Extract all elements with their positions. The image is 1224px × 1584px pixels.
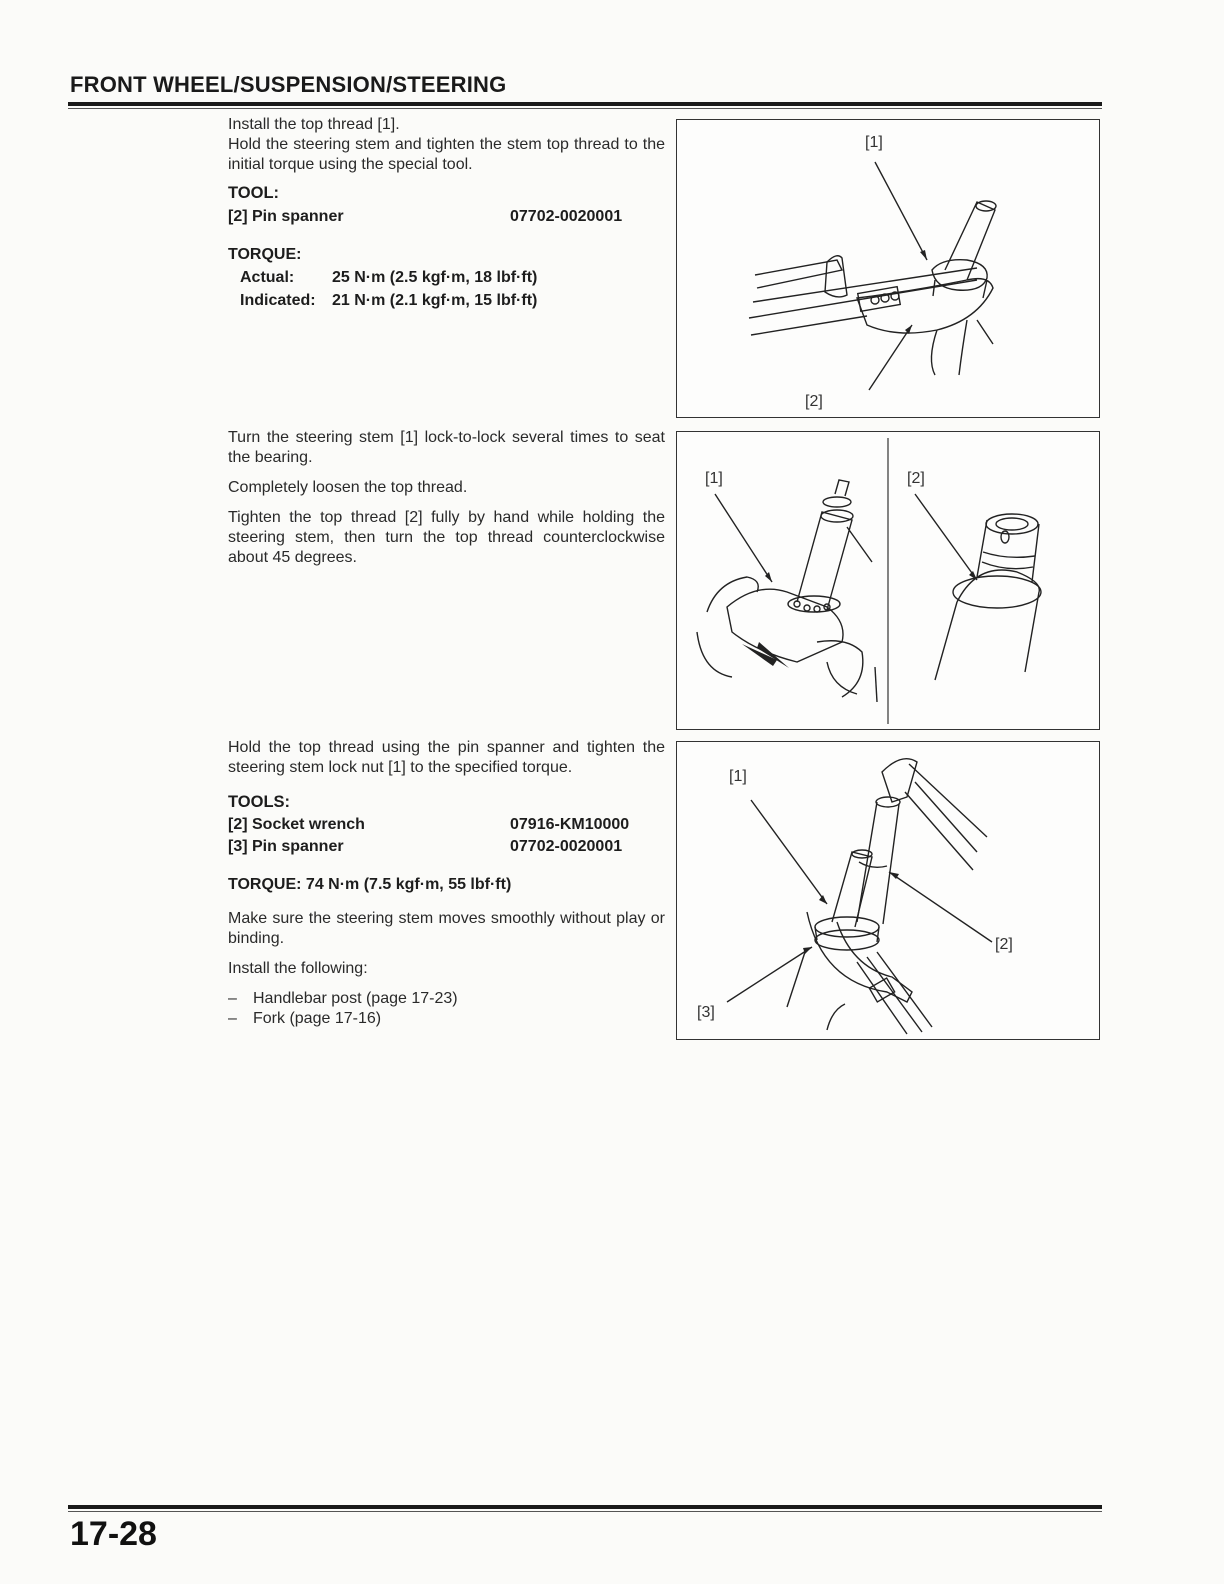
install-item-dash: – [228,990,237,1007]
tool-3-number: 07702-0020001 [510,838,623,855]
step3-check: Make sure the steering stem moves smoothly without play or binding. [228,910,665,947]
install-item [228,989,665,1009]
torque-actual-value: 25 N·m (2.5 kgf·m, 18 lbf·ft) [332,269,538,286]
figure-3-callout-1: [1] [729,768,747,785]
tool-2-name: [2] Socket wrench [228,816,365,833]
tool-name: [2] Pin spanner [228,208,344,225]
footer-rule [68,1505,1102,1509]
figure-1-pin-spanner-top-thread [676,119,1100,418]
tool-number: 07702-0020001 [510,208,623,225]
install-item-text: Fork (page 17-16) [253,1010,382,1027]
step2-paragraph-3: Tighten the top thread [2] fully by hand while holding the steering stem, then turn the top thread counterclockwise about 45 degrees. [228,509,665,566]
page-number: 17-28 [70,1515,157,1553]
install-list [228,989,665,1029]
tool-row-socket-wrench [228,815,665,835]
figure-2-seat-bearing [676,431,1100,730]
step1-line-2: Hold the steering stem and tighten the stem top thread to the initial torque using the special tool. [228,136,665,173]
figure-3-illustration [677,742,1101,1041]
install-item-text: Handlebar post (page 17-23) [253,990,458,1007]
torque-heading: TORQUE: [228,246,302,263]
header-rule [68,102,1102,106]
step1-line-1: Install the top thread [1]. [228,116,400,133]
torque-indicated-row [228,291,665,311]
tool-row-pin-spanner [228,837,665,857]
torque-indicated-value: 21 N·m (2.1 kgf·m, 15 lbf·ft) [332,292,538,309]
footer-rule-thin [68,1511,1102,1512]
page-section-title: FRONT WHEEL/SUSPENSION/STEERING [70,72,507,97]
torque-actual-label: Actual: [240,269,295,286]
figure-3-callout-2: [2] [995,936,1013,953]
figure-3-callout-3: [3] [697,1004,715,1021]
install-item [228,1009,665,1029]
tools-heading: TOOLS: [228,793,291,811]
figure-3-stem-lock-nut [676,741,1100,1040]
step3-intro: Hold the top thread using the pin spanner and tighten the steering stem lock nut [1] to the specified torque. [228,739,665,776]
tool-2-number: 07916-KM10000 [510,816,630,833]
step2-text [228,428,665,568]
torque-actual-row [228,268,665,288]
install-heading: Install the following: [228,960,368,977]
tool-row [228,207,665,227]
step2-paragraph-1: Turn the steering stem [1] lock-to-lock several times to seat the bearing. [228,429,665,466]
step3-text [228,738,665,1029]
header-rule-thin [68,108,1102,109]
install-item-dash: – [228,1010,237,1027]
tool-3-name: [3] Pin spanner [228,838,344,855]
torque-indicated-label: Indicated: [240,292,316,309]
figure-1-illustration [677,120,1101,419]
figure-2-callout-2: [2] [907,470,925,487]
step3-torque: TORQUE: 74 N·m (7.5 kgf·m, 55 lbf·ft) [228,876,512,893]
tool-heading: TOOL: [228,184,280,202]
step1-text [228,115,665,311]
figure-2-illustration [677,432,1101,731]
figure-1-callout-2: [2] [805,393,823,410]
figure-1-callout-1: [1] [865,134,883,151]
figure-2-callout-1: [1] [705,470,723,487]
step2-paragraph-2: Completely loosen the top thread. [228,479,468,496]
